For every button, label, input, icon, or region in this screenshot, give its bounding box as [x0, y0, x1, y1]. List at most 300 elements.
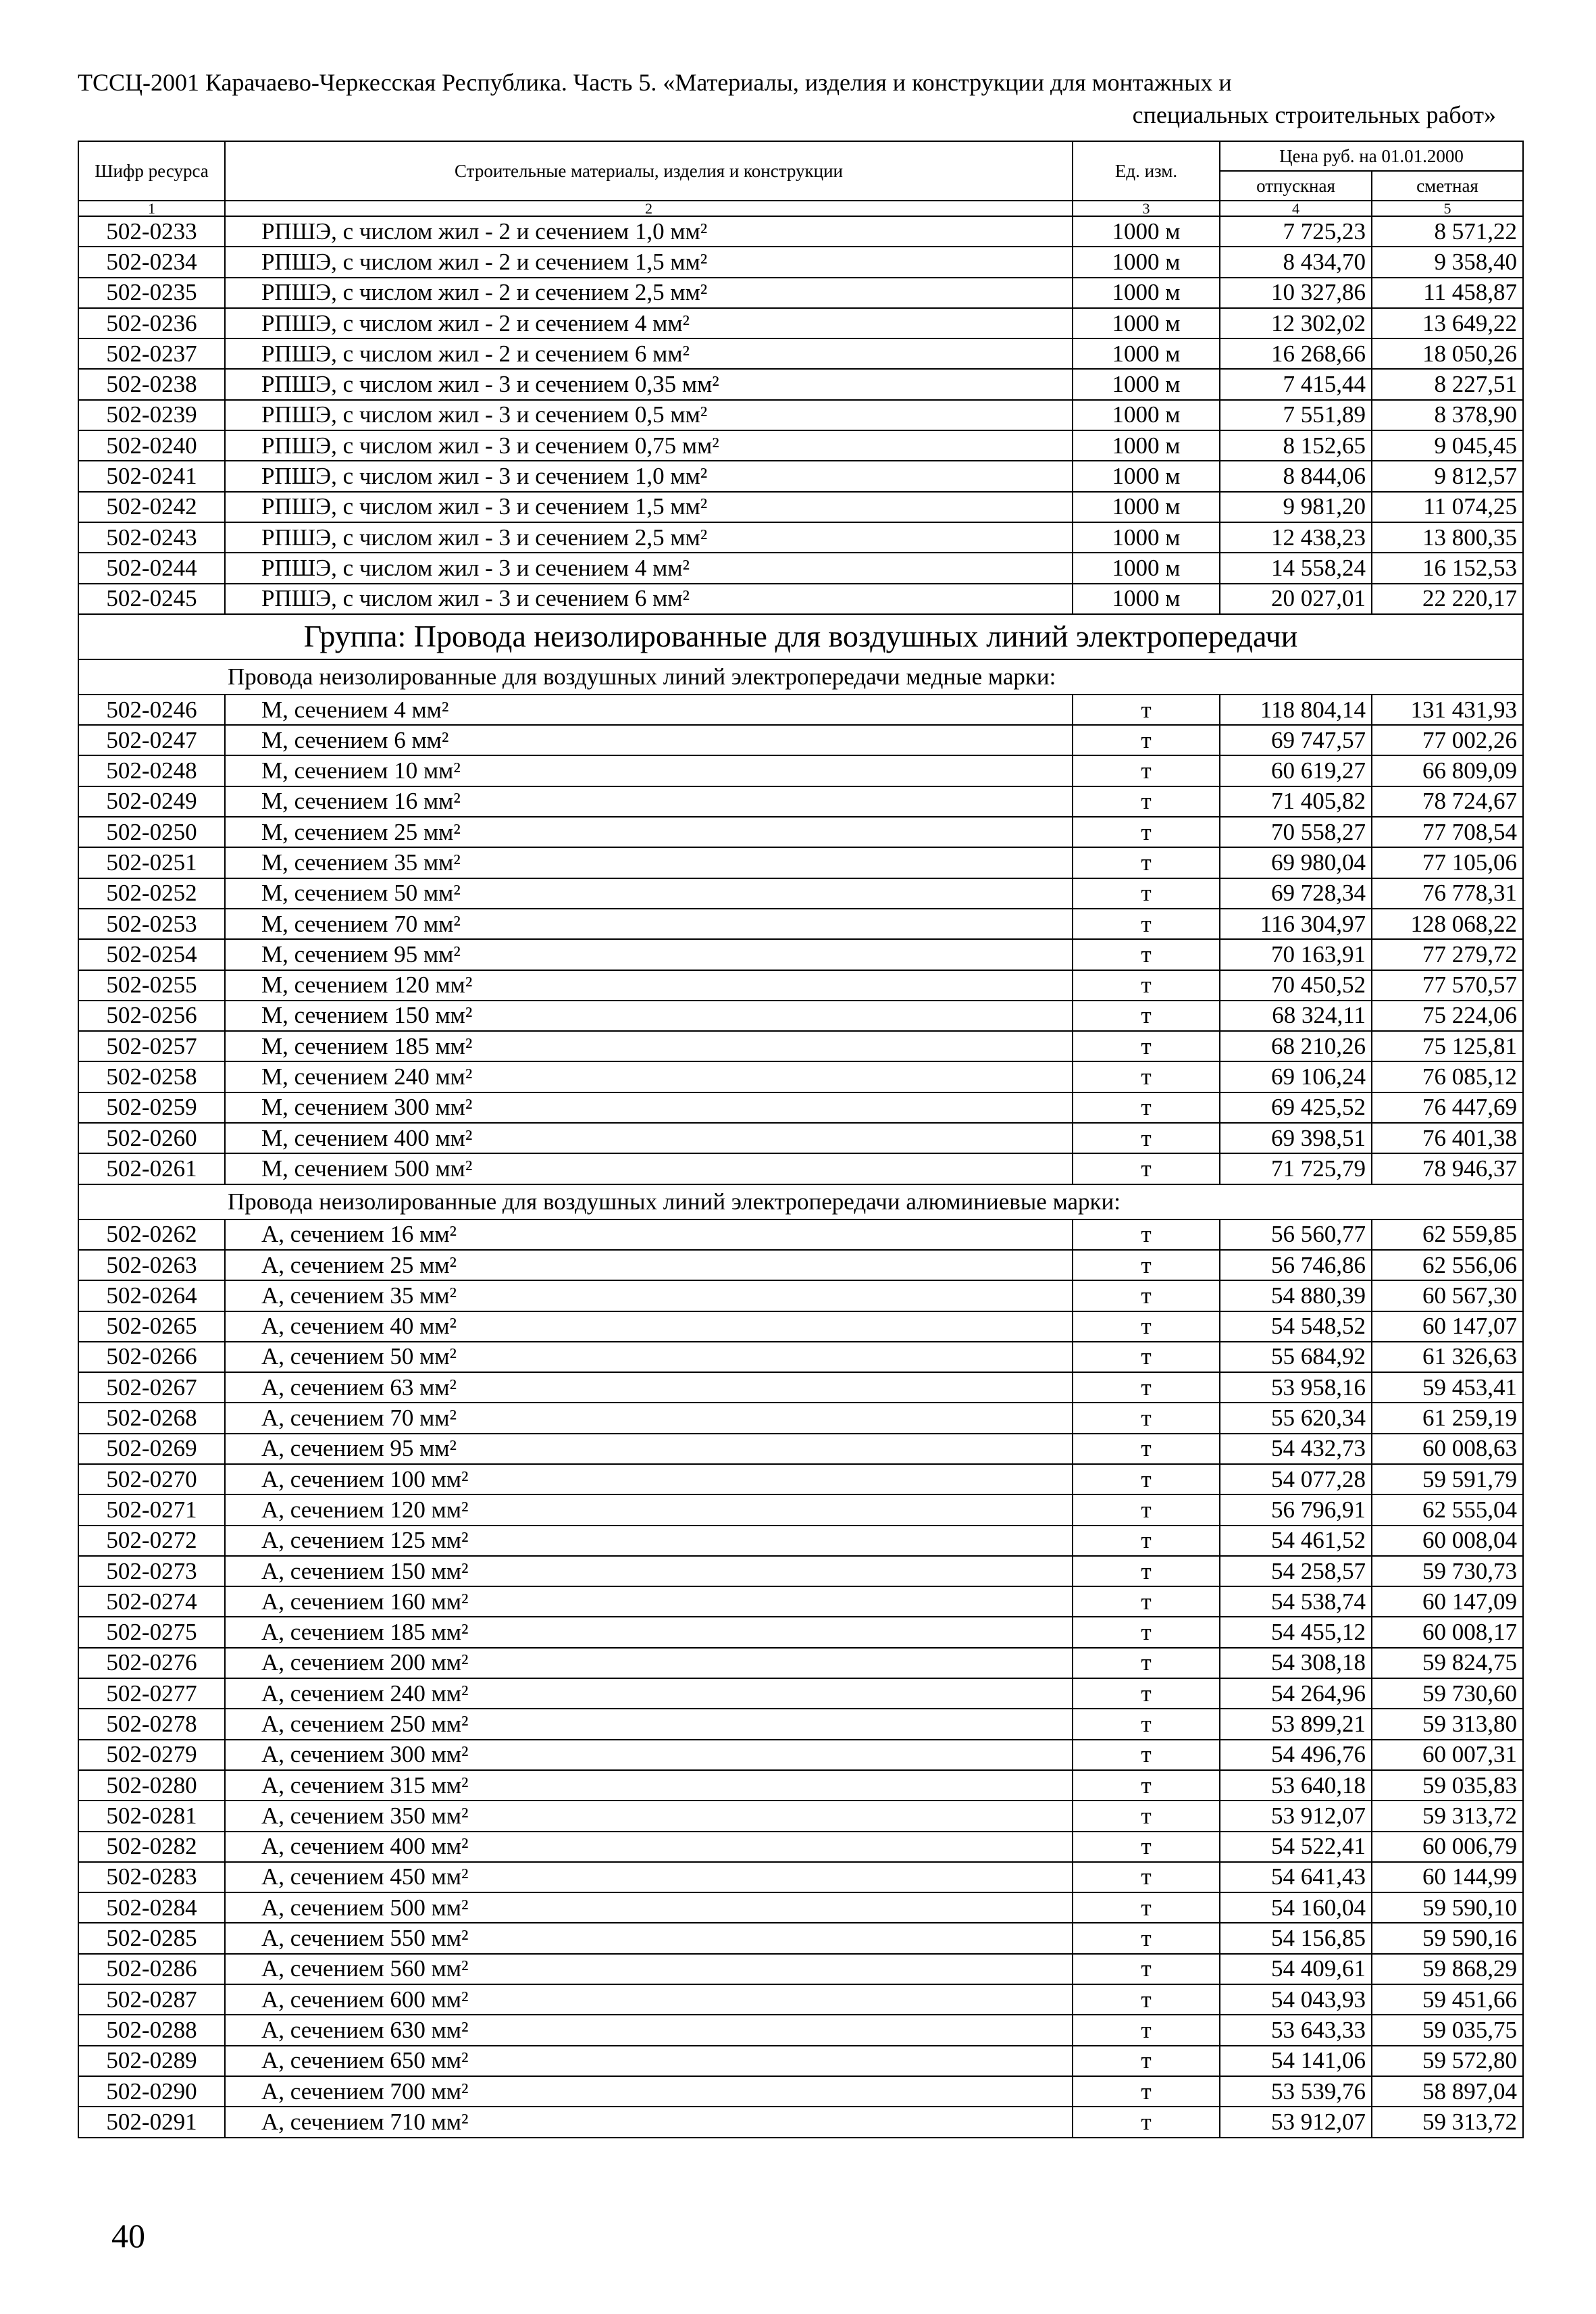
table-row [78, 1862, 1523, 1892]
header-line-1: ТССЦ-2001 Карачаево-Черкесская Республика. Часть 5. «Материалы, изделия и конструкции для монтажных и [78, 69, 1232, 96]
cell-release: 54 077,28 [1220, 1464, 1372, 1494]
table-row [78, 786, 1523, 817]
cell-release: 53 640,18 [1220, 1770, 1372, 1801]
cell-code: 502-0264 [78, 1280, 225, 1311]
cell-name: М, сечением 6 мм² [225, 725, 1073, 755]
cell-release: 7 725,23 [1220, 216, 1372, 247]
header-price-estimate: сметная [1372, 171, 1523, 201]
cell-name: РПШЭ, с числом жил - 2 и сечением 1,0 мм² [225, 216, 1073, 247]
cell-release: 53 643,33 [1220, 2015, 1372, 2045]
cell-estimate: 18 050,26 [1372, 338, 1523, 369]
cell-code: 502-0291 [78, 2107, 225, 2137]
cell-code: 502-0253 [78, 909, 225, 939]
cell-release: 70 163,91 [1220, 939, 1372, 970]
cell-release: 12 438,23 [1220, 522, 1372, 553]
table-row [78, 1031, 1523, 1061]
cell-unit: т [1073, 1061, 1220, 1092]
header-line-2: специальных строительных работ» [1132, 101, 1496, 128]
cell-release: 69 980,04 [1220, 847, 1372, 878]
cell-estimate: 59 451,66 [1372, 1984, 1523, 2015]
cell-name: А, сечением 600 мм² [225, 1984, 1073, 2015]
cell-estimate: 59 572,80 [1372, 2046, 1523, 2076]
cell-name: А, сечением 560 мм² [225, 1954, 1073, 1984]
cell-code: 502-0245 [78, 584, 225, 614]
table-row [78, 584, 1523, 614]
cell-estimate: 78 724,67 [1372, 786, 1523, 817]
group-title: Группа: Провода неизолированные для воздушных линий электропередачи [78, 614, 1523, 659]
cell-estimate: 75 125,81 [1372, 1031, 1523, 1061]
cell-release: 53 539,76 [1220, 2076, 1372, 2107]
cell-estimate: 77 708,54 [1372, 817, 1523, 847]
cell-unit: т [1073, 1464, 1220, 1494]
table-row [78, 553, 1523, 583]
cell-unit: т [1073, 725, 1220, 755]
cell-release: 54 880,39 [1220, 1280, 1372, 1311]
cell-code: 502-0243 [78, 522, 225, 553]
cell-name: М, сечением 150 мм² [225, 1001, 1073, 1031]
cell-code: 502-0265 [78, 1311, 225, 1342]
cell-name: А, сечением 50 мм² [225, 1342, 1073, 1372]
table-row [78, 2107, 1523, 2137]
table-row [78, 1556, 1523, 1586]
table-row [78, 939, 1523, 970]
cell-release: 54 641,43 [1220, 1862, 1372, 1892]
price-table [78, 141, 1524, 2138]
cell-release: 54 156,85 [1220, 1923, 1372, 1953]
cell-code: 502-0276 [78, 1648, 225, 1678]
column-number: 1 [78, 201, 225, 216]
cell-name: А, сечением 40 мм² [225, 1311, 1073, 1342]
cell-release: 54 455,12 [1220, 1617, 1372, 1647]
cell-name: М, сечением 4 мм² [225, 695, 1073, 725]
cell-release: 8 152,65 [1220, 430, 1372, 461]
cell-code: 502-0239 [78, 400, 225, 430]
cell-estimate: 59 730,73 [1372, 1556, 1523, 1586]
cell-release: 8 434,70 [1220, 247, 1372, 277]
cell-release: 54 258,57 [1220, 1556, 1372, 1586]
table-row [78, 1464, 1523, 1494]
cell-name: А, сечением 350 мм² [225, 1801, 1073, 1831]
cell-estimate: 60 147,07 [1372, 1311, 1523, 1342]
table-row [78, 522, 1523, 553]
cell-code: 502-0233 [78, 216, 225, 247]
cell-unit: т [1073, 1923, 1220, 1953]
cell-code: 502-0278 [78, 1709, 225, 1739]
cell-code: 502-0241 [78, 461, 225, 491]
cell-estimate: 76 447,69 [1372, 1092, 1523, 1123]
cell-estimate: 77 002,26 [1372, 725, 1523, 755]
table-row [78, 695, 1523, 725]
cell-release: 54 043,93 [1220, 1984, 1372, 2015]
cell-name: РПШЭ, с числом жил - 3 и сечением 0,35 мм² [225, 369, 1073, 399]
cell-code: 502-0249 [78, 786, 225, 817]
cell-name: А, сечением 95 мм² [225, 1434, 1073, 1464]
cell-code: 502-0259 [78, 1092, 225, 1123]
table-row [78, 1617, 1523, 1647]
table-row [78, 400, 1523, 430]
table-row [78, 1219, 1523, 1250]
column-number-row [78, 201, 1523, 216]
cell-code: 502-0269 [78, 1434, 225, 1464]
cell-estimate: 128 068,22 [1372, 909, 1523, 939]
cell-name: А, сечением 25 мм² [225, 1250, 1073, 1280]
cell-estimate: 8 571,22 [1372, 216, 1523, 247]
cell-unit: т [1073, 847, 1220, 878]
cell-release: 53 958,16 [1220, 1372, 1372, 1403]
column-number: 2 [225, 201, 1073, 216]
table-row [78, 1770, 1523, 1801]
cell-name: РПШЭ, с числом жил - 3 и сечением 1,5 мм² [225, 492, 1073, 522]
cell-unit: т [1073, 1403, 1220, 1433]
cell-code: 502-0285 [78, 1923, 225, 1953]
cell-release: 12 302,02 [1220, 308, 1372, 338]
cell-estimate: 62 555,04 [1372, 1494, 1523, 1525]
cell-release: 69 398,51 [1220, 1123, 1372, 1153]
cell-estimate: 59 313,72 [1372, 2107, 1523, 2137]
cell-code: 502-0262 [78, 1219, 225, 1250]
cell-code: 502-0256 [78, 1001, 225, 1031]
cell-name: РПШЭ, с числом жил - 3 и сечением 0,75 мм² [225, 430, 1073, 461]
column-number: 3 [1073, 201, 1220, 216]
cell-estimate: 60 567,30 [1372, 1280, 1523, 1311]
cell-code: 502-0282 [78, 1832, 225, 1862]
header-price-release: отпускная [1220, 171, 1372, 201]
cell-estimate: 16 152,53 [1372, 553, 1523, 583]
table-row [78, 1832, 1523, 1862]
cell-code: 502-0277 [78, 1678, 225, 1709]
cell-unit: 1000 м [1073, 522, 1220, 553]
cell-unit: т [1073, 1740, 1220, 1770]
table-row [78, 1678, 1523, 1709]
cell-release: 54 548,52 [1220, 1311, 1372, 1342]
cell-unit: т [1073, 1031, 1220, 1061]
cell-name: А, сечением 125 мм² [225, 1526, 1073, 1556]
cell-estimate: 62 556,06 [1372, 1250, 1523, 1280]
cell-release: 70 558,27 [1220, 817, 1372, 847]
cell-code: 502-0275 [78, 1617, 225, 1647]
table-row [78, 338, 1523, 369]
cell-code: 502-0254 [78, 939, 225, 970]
table-row [78, 1434, 1523, 1464]
cell-release: 54 160,04 [1220, 1892, 1372, 1923]
cell-release: 55 620,34 [1220, 1403, 1372, 1433]
cell-estimate: 59 591,79 [1372, 1464, 1523, 1494]
cell-name: М, сечением 400 мм² [225, 1123, 1073, 1153]
cell-code: 502-0235 [78, 278, 225, 308]
cell-unit: т [1073, 909, 1220, 939]
cell-code: 502-0257 [78, 1031, 225, 1061]
cell-estimate: 59 590,16 [1372, 1923, 1523, 1953]
cell-unit: т [1073, 1494, 1220, 1525]
cell-estimate: 9 358,40 [1372, 247, 1523, 277]
cell-name: А, сечением 100 мм² [225, 1464, 1073, 1494]
cell-code: 502-0244 [78, 553, 225, 583]
cell-unit: т [1073, 970, 1220, 1001]
cell-code: 502-0250 [78, 817, 225, 847]
header-unit: Ед. изм. [1073, 141, 1220, 201]
table-row [78, 278, 1523, 308]
table-row [78, 1250, 1523, 1280]
cell-unit: т [1073, 1092, 1220, 1123]
cell-name: М, сечением 10 мм² [225, 755, 1073, 786]
cell-release: 68 210,26 [1220, 1031, 1372, 1061]
cell-unit: т [1073, 2015, 1220, 2045]
cell-estimate: 77 105,06 [1372, 847, 1523, 878]
cell-code: 502-0258 [78, 1061, 225, 1092]
cell-unit: т [1073, 755, 1220, 786]
cell-name: А, сечением 550 мм² [225, 1923, 1073, 1953]
cell-unit: 1000 м [1073, 553, 1220, 583]
cell-name: М, сечением 16 мм² [225, 786, 1073, 817]
table-row [78, 909, 1523, 939]
cell-name: А, сечением 63 мм² [225, 1372, 1073, 1403]
cell-code: 502-0274 [78, 1586, 225, 1617]
table-row [78, 725, 1523, 755]
cell-release: 69 728,34 [1220, 878, 1372, 909]
cell-release: 56 560,77 [1220, 1219, 1372, 1250]
cell-unit: т [1073, 1954, 1220, 1984]
cell-code: 502-0238 [78, 369, 225, 399]
table-row [78, 492, 1523, 522]
table-row [78, 1403, 1523, 1433]
cell-unit: 1000 м [1073, 278, 1220, 308]
cell-estimate: 22 220,17 [1372, 584, 1523, 614]
cell-name: М, сечением 95 мм² [225, 939, 1073, 970]
table-row [78, 1001, 1523, 1031]
cell-unit: 1000 м [1073, 338, 1220, 369]
cell-name: А, сечением 700 мм² [225, 2076, 1073, 2107]
cell-name: РПШЭ, с числом жил - 2 и сечением 2,5 мм² [225, 278, 1073, 308]
cell-release: 54 461,52 [1220, 1526, 1372, 1556]
cell-unit: т [1073, 1526, 1220, 1556]
cell-estimate: 60 008,17 [1372, 1617, 1523, 1647]
cell-unit: т [1073, 817, 1220, 847]
cell-name: А, сечением 710 мм² [225, 2107, 1073, 2137]
cell-release: 20 027,01 [1220, 584, 1372, 614]
cell-code: 502-0268 [78, 1403, 225, 1433]
cell-release: 54 141,06 [1220, 2046, 1372, 2076]
cell-estimate: 59 313,80 [1372, 1709, 1523, 1739]
table-row [78, 1061, 1523, 1092]
table-row [78, 1372, 1523, 1403]
cell-unit: т [1073, 1219, 1220, 1250]
cell-code: 502-0266 [78, 1342, 225, 1372]
cell-unit: т [1073, 2076, 1220, 2107]
table-row [78, 1092, 1523, 1123]
cell-name: РПШЭ, с числом жил - 3 и сечением 1,0 мм² [225, 461, 1073, 491]
cell-estimate: 59 590,10 [1372, 1892, 1523, 1923]
cell-name: М, сечением 185 мм² [225, 1031, 1073, 1061]
cell-unit: т [1073, 1892, 1220, 1923]
cell-estimate: 59 313,72 [1372, 1801, 1523, 1831]
cell-unit: т [1073, 1153, 1220, 1184]
cell-name: А, сечением 185 мм² [225, 1617, 1073, 1647]
subgroup-section [78, 1184, 1523, 1219]
cell-code: 502-0270 [78, 1464, 225, 1494]
cell-estimate: 61 259,19 [1372, 1403, 1523, 1433]
cell-unit: т [1073, 1311, 1220, 1342]
table-row [78, 1984, 1523, 2015]
cell-unit: 1000 м [1073, 492, 1220, 522]
cell-release: 69 106,24 [1220, 1061, 1372, 1092]
table-row [78, 1311, 1523, 1342]
cell-unit: т [1073, 2046, 1220, 2076]
cell-estimate: 60 008,63 [1372, 1434, 1523, 1464]
table-row [78, 1740, 1523, 1770]
cell-name: М, сечением 240 мм² [225, 1061, 1073, 1092]
table-row [78, 308, 1523, 338]
cell-code: 502-0289 [78, 2046, 225, 2076]
cell-name: А, сечением 160 мм² [225, 1586, 1073, 1617]
group-section [78, 614, 1523, 695]
cell-unit: т [1073, 1342, 1220, 1372]
table-row [78, 1153, 1523, 1184]
header-code: Шифр ресурса [78, 141, 225, 201]
copper-rows [78, 695, 1523, 1184]
cell-estimate: 60 147,09 [1372, 1586, 1523, 1617]
cell-unit: т [1073, 1862, 1220, 1892]
cell-estimate: 59 868,29 [1372, 1954, 1523, 1984]
cell-code: 502-0251 [78, 847, 225, 878]
cell-name: А, сечением 16 мм² [225, 1219, 1073, 1250]
table-row [78, 1123, 1523, 1153]
cell-unit: т [1073, 939, 1220, 970]
cell-unit: 1000 м [1073, 369, 1220, 399]
cell-name: А, сечением 120 мм² [225, 1494, 1073, 1525]
cell-code: 502-0252 [78, 878, 225, 909]
cell-unit: т [1073, 1984, 1220, 2015]
cell-estimate: 59 453,41 [1372, 1372, 1523, 1403]
table-row [78, 430, 1523, 461]
cell-code: 502-0246 [78, 695, 225, 725]
cell-code: 502-0236 [78, 308, 225, 338]
cell-code: 502-0248 [78, 755, 225, 786]
cell-estimate: 59 730,60 [1372, 1678, 1523, 1709]
cell-unit: т [1073, 1832, 1220, 1862]
table-row [78, 2076, 1523, 2107]
cell-name: РПШЭ, с числом жил - 2 и сечением 6 мм² [225, 338, 1073, 369]
cell-code: 502-0255 [78, 970, 225, 1001]
table-row [78, 1342, 1523, 1372]
table-row [78, 247, 1523, 277]
cell-name: М, сечением 500 мм² [225, 1153, 1073, 1184]
cell-estimate: 75 224,06 [1372, 1001, 1523, 1031]
cell-estimate: 59 035,75 [1372, 2015, 1523, 2045]
cell-code: 502-0273 [78, 1556, 225, 1586]
cell-release: 54 538,74 [1220, 1586, 1372, 1617]
cell-estimate: 62 559,85 [1372, 1219, 1523, 1250]
header-price-group: Цена руб. на 01.01.2000 [1220, 141, 1523, 171]
cell-code: 502-0284 [78, 1892, 225, 1923]
cell-estimate: 9 812,57 [1372, 461, 1523, 491]
cell-unit: т [1073, 1801, 1220, 1831]
cell-name: А, сечением 315 мм² [225, 1770, 1073, 1801]
cell-estimate: 8 227,51 [1372, 369, 1523, 399]
cell-release: 16 268,66 [1220, 338, 1372, 369]
table-row [78, 1801, 1523, 1831]
cell-estimate: 78 946,37 [1372, 1153, 1523, 1184]
cell-unit: 1000 м [1073, 216, 1220, 247]
table-row [78, 970, 1523, 1001]
table-row [78, 461, 1523, 491]
table-row [78, 216, 1523, 247]
cell-code: 502-0237 [78, 338, 225, 369]
cell-unit: т [1073, 878, 1220, 909]
cell-name: А, сечением 400 мм² [225, 1832, 1073, 1862]
cell-name: А, сечением 250 мм² [225, 1709, 1073, 1739]
cell-code: 502-0287 [78, 1984, 225, 2015]
cell-release: 116 304,97 [1220, 909, 1372, 939]
cell-estimate: 13 649,22 [1372, 308, 1523, 338]
table-row [78, 369, 1523, 399]
subgroup-copper-title: Провода неизолированные для воздушных линий электропередачи медные марки: [78, 659, 1523, 695]
cell-estimate: 11 074,25 [1372, 492, 1523, 522]
cell-release: 7 415,44 [1220, 369, 1372, 399]
page-header [78, 66, 1496, 131]
cell-code: 502-0290 [78, 2076, 225, 2107]
cell-release: 54 522,41 [1220, 1832, 1372, 1862]
cell-code: 502-0272 [78, 1526, 225, 1556]
cell-name: М, сечением 120 мм² [225, 970, 1073, 1001]
cell-unit: 1000 м [1073, 247, 1220, 277]
cell-unit: 1000 м [1073, 430, 1220, 461]
cell-code: 502-0283 [78, 1862, 225, 1892]
cell-code: 502-0261 [78, 1153, 225, 1184]
cell-unit: т [1073, 695, 1220, 725]
cell-name: РПШЭ, с числом жил - 3 и сечением 6 мм² [225, 584, 1073, 614]
cell-unit: 1000 м [1073, 461, 1220, 491]
table-row [78, 1586, 1523, 1617]
cell-name: А, сечением 500 мм² [225, 1892, 1073, 1923]
table-row [78, 2046, 1523, 2076]
cell-estimate: 76 401,38 [1372, 1123, 1523, 1153]
cell-name: А, сечением 650 мм² [225, 2046, 1073, 2076]
cell-unit: 1000 м [1073, 584, 1220, 614]
cell-release: 60 619,27 [1220, 755, 1372, 786]
cell-estimate: 60 007,31 [1372, 1740, 1523, 1770]
cell-code: 502-0240 [78, 430, 225, 461]
cell-estimate: 76 778,31 [1372, 878, 1523, 909]
cell-release: 118 804,14 [1220, 695, 1372, 725]
cell-name: А, сечением 200 мм² [225, 1648, 1073, 1678]
cell-unit: 1000 м [1073, 400, 1220, 430]
table-row [78, 1526, 1523, 1556]
cell-release: 53 912,07 [1220, 2107, 1372, 2137]
cell-estimate: 61 326,63 [1372, 1342, 1523, 1372]
cell-code: 502-0280 [78, 1770, 225, 1801]
subgroup-aluminum-title: Провода неизолированные для воздушных линий электропередачи алюминиевые марки: [78, 1184, 1523, 1219]
table-row [78, 1954, 1523, 1984]
cell-release: 69 747,57 [1220, 725, 1372, 755]
header-name: Строительные материалы, изделия и конструкции [225, 141, 1073, 201]
cell-release: 70 450,52 [1220, 970, 1372, 1001]
cell-unit: т [1073, 1250, 1220, 1280]
cell-code: 502-0281 [78, 1801, 225, 1831]
cell-estimate: 76 085,12 [1372, 1061, 1523, 1092]
cell-unit: т [1073, 1001, 1220, 1031]
cell-unit: т [1073, 1123, 1220, 1153]
cell-unit: т [1073, 1678, 1220, 1709]
cell-release: 14 558,24 [1220, 553, 1372, 583]
page-number: 40 [111, 2217, 145, 2255]
cell-unit: т [1073, 1709, 1220, 1739]
cell-estimate: 77 279,72 [1372, 939, 1523, 970]
cell-release: 71 725,79 [1220, 1153, 1372, 1184]
cell-name: А, сечением 240 мм² [225, 1678, 1073, 1709]
cell-name: А, сечением 300 мм² [225, 1740, 1073, 1770]
cell-unit: т [1073, 1770, 1220, 1801]
table-row [78, 878, 1523, 909]
